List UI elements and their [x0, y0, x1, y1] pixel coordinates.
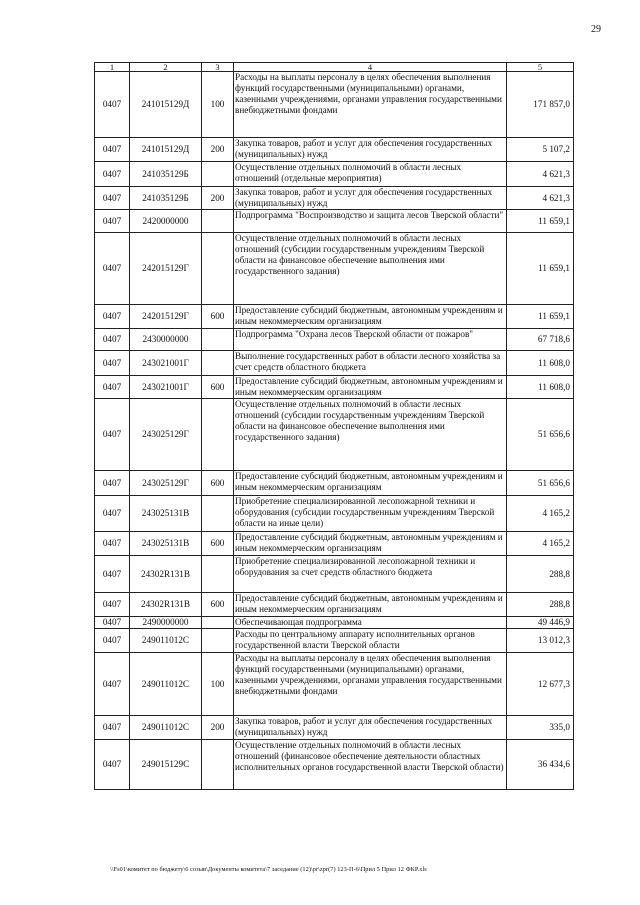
table-row: [95, 351, 574, 376]
expense-type-cell: [202, 496, 234, 532]
table-row: [95, 210, 574, 233]
section-code-cell: 0407: [95, 496, 130, 532]
description-cell: Осуществление отдельных полномочий в области лесных отношений (субсидии государственным учреждениям Тверской области на финансовое обеспечение выполнения ими государственного задания): [234, 233, 507, 305]
target-article-cell: 2490000000: [130, 617, 202, 629]
expense-type-cell: 100: [202, 72, 234, 138]
description-cell: Расходы на выплаты персоналу в целях обеспечения выполнения функций государственными (муниципальными) органами, казенными учреждениями, органами управления государственными внебюджетными фондами: [234, 72, 507, 138]
target-article-cell: 243021001Г: [130, 376, 202, 399]
target-article-cell: 24302R131В: [130, 556, 202, 593]
section-code-cell: 0407: [95, 629, 130, 653]
target-article-cell: 249011012С: [130, 629, 202, 653]
table-row: [95, 471, 574, 496]
target-article-cell: 243025129Г: [130, 471, 202, 496]
amount-cell: 11 659,1: [507, 210, 574, 233]
expense-type-cell: 600: [202, 532, 234, 556]
table-row: [95, 593, 574, 617]
table-row: [95, 740, 574, 790]
description-cell: Приобретение специализированной лесопожарной техники и оборудования (субсидии государственным учреждениям Тверской области на иные цели): [234, 496, 507, 532]
section-code-cell: 0407: [95, 376, 130, 399]
expense-type-cell: [202, 162, 234, 187]
amount-cell: 11 608,0: [507, 351, 574, 376]
description-cell: Осуществление отдельных полномочий в области лесных отношений (финансовое обеспечение деятельности областных исполнительных органов государственной власти Тверской области): [234, 740, 507, 790]
section-code-cell: 0407: [95, 72, 130, 138]
section-code-cell: 0407: [95, 556, 130, 593]
amount-cell: 12 677,3: [507, 653, 574, 716]
description-cell: Расходы по центральному аппарату исполнительных органов государственной власти Тверской области: [234, 629, 507, 653]
table-row: [95, 233, 574, 305]
table-row: [95, 653, 574, 716]
target-article-cell: 2420000000: [130, 210, 202, 233]
target-article-cell: 242015129Г: [130, 305, 202, 329]
amount-cell: 51 656,6: [507, 399, 574, 471]
description-cell: Предоставление субсидий бюджетным, автономным учреждениям и иным некоммерческим организациям: [234, 471, 507, 496]
table-row: [95, 556, 574, 593]
amount-cell: 67 718,6: [507, 329, 574, 351]
table-row: [95, 187, 574, 210]
expense-type-cell: 200: [202, 187, 234, 210]
section-code-cell: 0407: [95, 329, 130, 351]
amount-cell: 288,8: [507, 556, 574, 593]
amount-cell: 335,0: [507, 716, 574, 740]
file-path-footer: \\Fs01\комитет по бюджету\6 созыв\Документы комитета\7 заседание (12)\pr\zpr(7) 123-П-6\Прил 5 Прил 12 ФКР.xls: [110, 866, 427, 873]
header-cell: 5: [507, 63, 574, 72]
section-code-cell: 0407: [95, 716, 130, 740]
section-code-cell: 0407: [95, 162, 130, 187]
section-code-cell: 0407: [95, 187, 130, 210]
target-article-cell: 243025131В: [130, 532, 202, 556]
amount-cell: 288,8: [507, 593, 574, 617]
amount-cell: 5 107,2: [507, 138, 574, 162]
description-cell: Осуществление отдельных полномочий в области лесных отношений (отдельные мероприятия): [234, 162, 507, 187]
section-code-cell: 0407: [95, 532, 130, 556]
target-article-cell: 2430000000: [130, 329, 202, 351]
target-article-cell: 241035129Б: [130, 162, 202, 187]
budget-table: [94, 62, 574, 790]
table-row: [95, 376, 574, 399]
expense-type-cell: [202, 740, 234, 790]
description-cell: Расходы на выплаты персоналу в целях обеспечения выполнения функций государственными (муниципальными) органами, казенными учреждениями, органами управления государственными внебюджетными фондами: [234, 653, 507, 716]
header-cell: 2: [130, 63, 202, 72]
section-code-cell: 0407: [95, 351, 130, 376]
description-cell: Предоставление субсидий бюджетным, автономным учреждениям и иным некоммерческим организациям: [234, 305, 507, 329]
table-row: [95, 629, 574, 653]
description-cell: Закупка товаров, работ и услуг для обеспечения государственных (муниципальных) нужд: [234, 138, 507, 162]
target-article-cell: 241015129Д: [130, 138, 202, 162]
section-code-cell: 0407: [95, 138, 130, 162]
description-cell: Обеспечивающая подпрограмма: [234, 617, 507, 629]
expense-type-cell: [202, 210, 234, 233]
section-code-cell: 0407: [95, 210, 130, 233]
table-row: [95, 496, 574, 532]
expense-type-cell: [202, 351, 234, 376]
description-cell: Выполнение государственных работ в области лесного хозяйства за счет средств областного бюджета: [234, 351, 507, 376]
page-number: 29: [591, 24, 601, 35]
target-article-cell: 243025131В: [130, 496, 202, 532]
target-article-cell: 241015129Д: [130, 72, 202, 138]
section-code-cell: 0407: [95, 740, 130, 790]
table-row: [95, 72, 574, 138]
table-row: [95, 532, 574, 556]
target-article-cell: 249015129С: [130, 740, 202, 790]
amount-cell: 51 656,6: [507, 471, 574, 496]
amount-cell: 171 857,0: [507, 72, 574, 138]
description-cell: Приобретение специализированной лесопожарной техники и оборудования за счет средств областного бюджета: [234, 556, 507, 593]
description-cell: Закупка товаров, работ и услуг для обеспечения государственных (муниципальных) нужд: [234, 187, 507, 210]
header-cell: 4: [234, 63, 507, 72]
target-article-cell: 24302R131В: [130, 593, 202, 617]
target-article-cell: 243025129Г: [130, 399, 202, 471]
target-article-cell: 249011012С: [130, 716, 202, 740]
amount-cell: 4 165,2: [507, 496, 574, 532]
table-row: [95, 305, 574, 329]
section-code-cell: 0407: [95, 617, 130, 629]
expense-type-cell: 600: [202, 471, 234, 496]
table-row: [95, 138, 574, 162]
expense-type-cell: 600: [202, 593, 234, 617]
table-row: [95, 329, 574, 351]
description-cell: Подпрограмма "Охрана лесов Тверской области от пожаров": [234, 329, 507, 351]
expense-type-cell: 600: [202, 376, 234, 399]
header-cell: 3: [202, 63, 234, 72]
header-cell: 1: [95, 63, 130, 72]
amount-cell: 13 012,3: [507, 629, 574, 653]
table-row: [95, 617, 574, 629]
description-cell: Предоставление субсидий бюджетным, автономным учреждениям и иным некоммерческим организациям: [234, 376, 507, 399]
amount-cell: 49 446,9: [507, 617, 574, 629]
target-article-cell: 243021001Г: [130, 351, 202, 376]
expense-type-cell: [202, 617, 234, 629]
description-cell: Предоставление субсидий бюджетным, автономным учреждениям и иным некоммерческим организациям: [234, 593, 507, 617]
section-code-cell: 0407: [95, 653, 130, 716]
section-code-cell: 0407: [95, 593, 130, 617]
section-code-cell: 0407: [95, 305, 130, 329]
expense-type-cell: 100: [202, 653, 234, 716]
expense-type-cell: [202, 233, 234, 305]
target-article-cell: 242015129Г: [130, 233, 202, 305]
expense-type-cell: [202, 629, 234, 653]
section-code-cell: 0407: [95, 471, 130, 496]
amount-cell: 4 165,2: [507, 532, 574, 556]
target-article-cell: 249011012С: [130, 653, 202, 716]
amount-cell: 36 434,6: [507, 740, 574, 790]
table-row: [95, 162, 574, 187]
expense-type-cell: 600: [202, 305, 234, 329]
description-cell: Закупка товаров, работ и услуг для обеспечения государственных (муниципальных) нужд: [234, 716, 507, 740]
table-row: [95, 716, 574, 740]
description-cell: Осуществление отдельных полномочий в области лесных отношений (субсидии государственным учреждениям Тверской области на финансовое обеспечение выполнения ими государственного задания): [234, 399, 507, 471]
target-article-cell: 241035129Б: [130, 187, 202, 210]
amount-cell: 4 621,3: [507, 162, 574, 187]
section-code-cell: 0407: [95, 233, 130, 305]
expense-type-cell: [202, 399, 234, 471]
description-cell: Предоставление субсидий бюджетным, автономным учреждениям и иным некоммерческим организациям: [234, 532, 507, 556]
table-header-row: [95, 63, 574, 72]
table-row: [95, 399, 574, 471]
amount-cell: 11 608,0: [507, 376, 574, 399]
expense-type-cell: [202, 329, 234, 351]
expense-type-cell: 200: [202, 716, 234, 740]
section-code-cell: 0407: [95, 399, 130, 471]
amount-cell: 11 659,1: [507, 305, 574, 329]
expense-type-cell: 200: [202, 138, 234, 162]
amount-cell: 4 621,3: [507, 187, 574, 210]
amount-cell: 11 659,1: [507, 233, 574, 305]
expense-type-cell: [202, 556, 234, 593]
description-cell: Подпрограмма "Воспроизводство и защита лесов Тверской области": [234, 210, 507, 233]
